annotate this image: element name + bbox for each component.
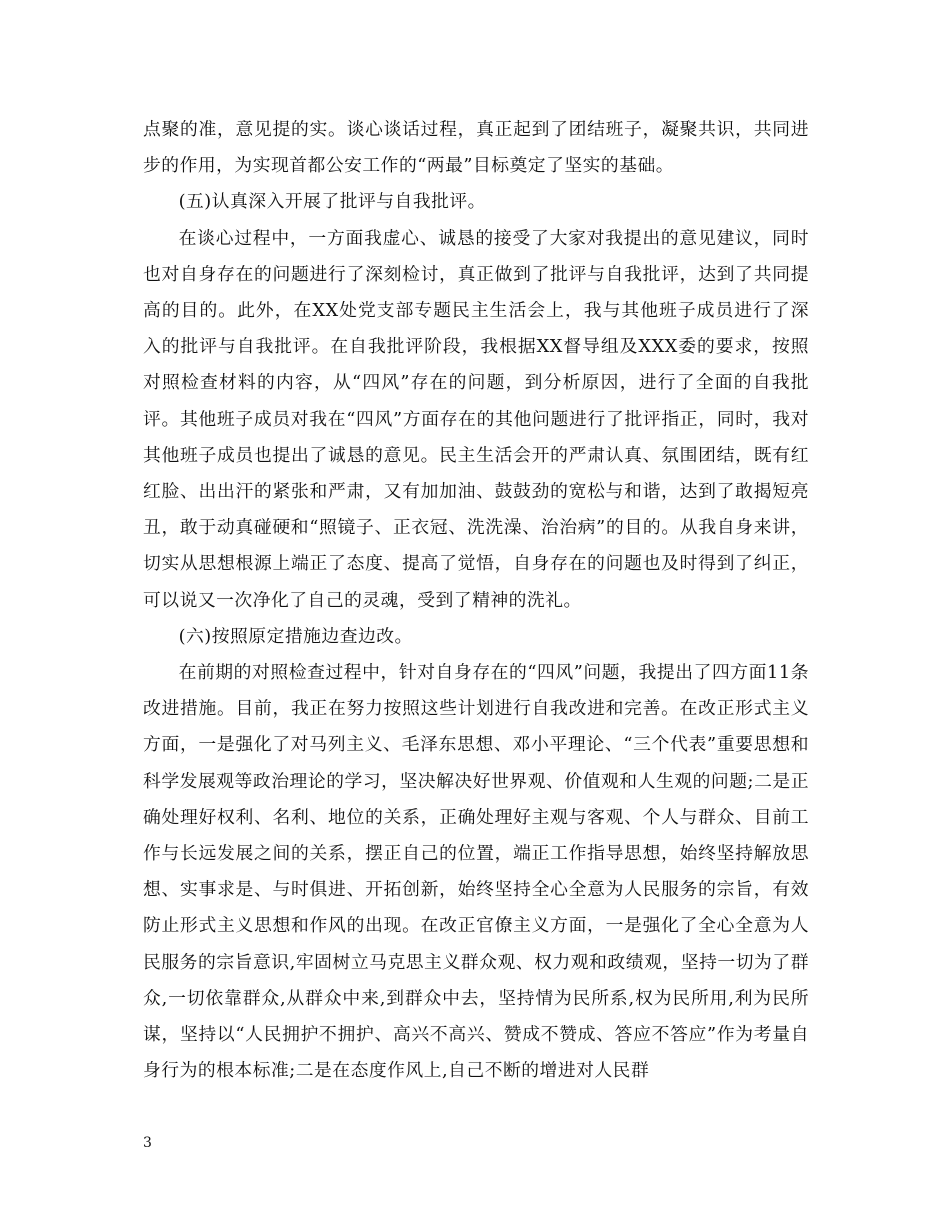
paragraph-continuation: 点聚的准，意见提的实。谈心谈话过程，真正起到了团结班子，凝聚共识，共同进步的作用，为实现首都公安工作的“两最”目标奠定了坚实的基础。 xyxy=(143,119,809,177)
body-text xyxy=(143,112,809,1089)
paragraph-criticism: 在谈心过程中，一方面我虚心、诚恳的接受了大家对我提出的意见建议，同时也对自身存在的问题进行了深刻检讨，真正做到了批评与自我批评，达到了共同提高的目的。此外，在XX处党支部专题民主生活会上，我与其他班子成员进行了深入的批评与自我批评。在自我批评阶段，我根据XX督导组及XXX委的要求，按照对照检查材料的内容，从“四风”存在的问题，到分析原因，进行了全面的自我批评。其他班子成员对我在“四风”方面存在的其他问题进行了批评指正，同时，我对其他班子成员也提出了诚恳的意见。民主生活会开的严肃认真、氛围团结，既有红红脸、出出汗的紧张和严肃，又有加加油、鼓鼓劲的宽松与和谐，达到了敢揭短亮丑，敢于动真碰硬和“照镜子、正衣冠、洗洗澡、治治病”的目的。从我自身来讲，切实从思想根源上端正了态度、提高了觉悟，自身存在的问题也及时得到了纠正，可以说又一次净化了自己的灵魂，受到了精神的洗礼。 xyxy=(143,227,809,611)
page-number: 3 xyxy=(143,1135,152,1151)
paragraph-rectification: 在前期的对照检查过程中，针对自身存在的“四风”问题，我提出了四方面11条改进措施。目前，我正在努力按照这些计划进行自我改进和完善。在改正形式主义方面，一是强化了对马列主义、毛泽东思想、邓小平理论、“三个代表”重要思想和科学发展观等政治理论的学习，坚决解决好世界观、价值观和人生观的问题;二是正确处理好权利、名利、地位的关系，正确处理好主观与客观、个人与群众、目前工作与长远发展之间的关系，摆正自己的位置，端正工作指导思想，始终坚持解放思想、实事求是、与时俱进、开拓创新，始终坚持全心全意为人民服务的宗旨，有效防止形式主义思想和作风的出现。在改正官僚主义方面，一是强化了全心全意为人民服务的宗旨意识,牢固树立马克思主义群众观、权力观和政绩观，坚持一切为了群众,一切依靠群众,从群众中来,到群众中去，坚持情为民所系,权为民所用,利为民所谋，坚持以“人民拥护不拥护、高兴不高兴、赞成不赞成、答应不答应”作为考量自身行为的根本标准;二是在态度作风上,自己不断的增进对人民群 xyxy=(143,662,809,1082)
section-heading-five: (五)认真深入开展了批评与自我批评。 xyxy=(178,191,486,213)
section-heading-six: (六)按照原定措施边查边改。 xyxy=(178,625,413,647)
